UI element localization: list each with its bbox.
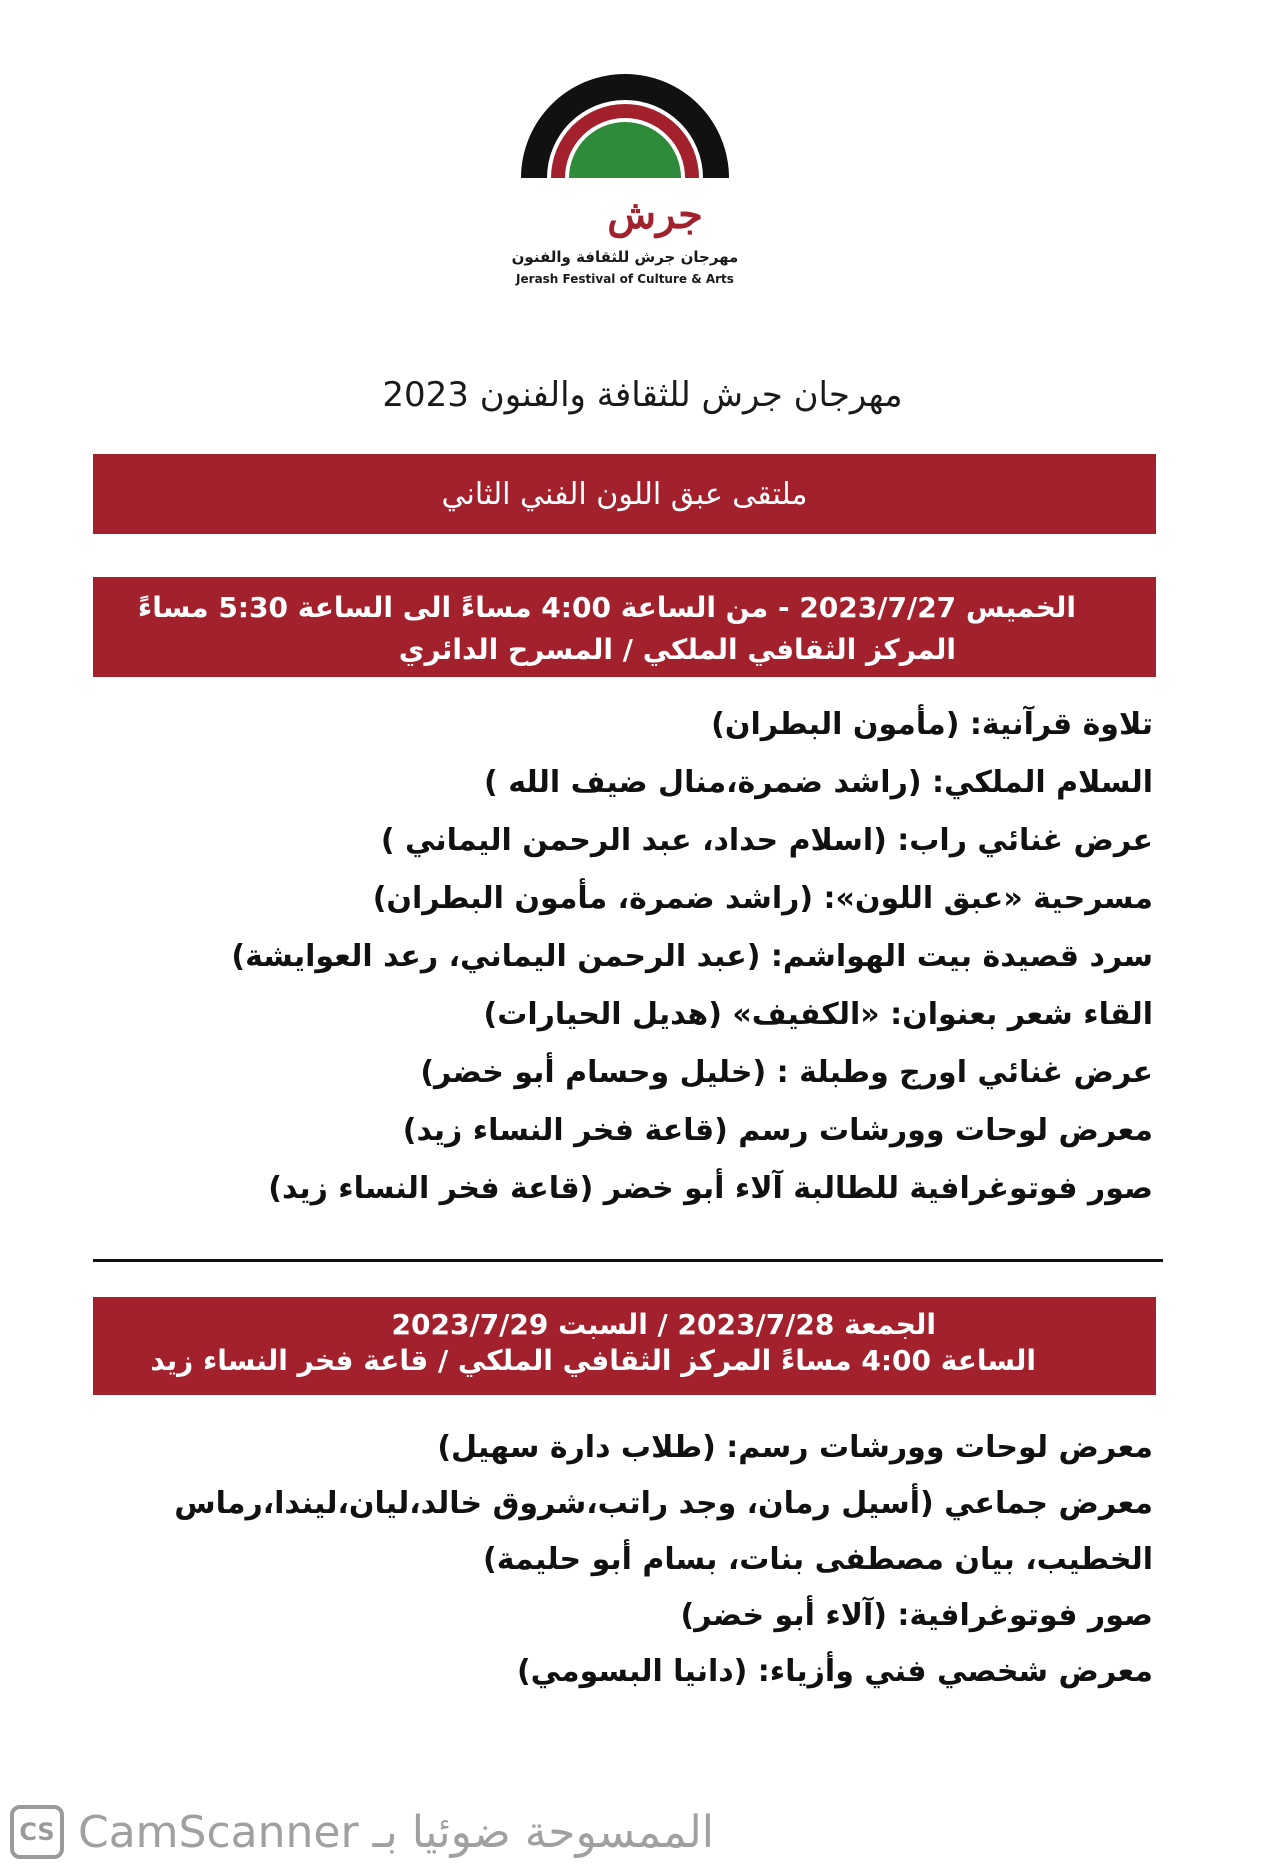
rainbow-arch-emblem [505, 60, 745, 240]
camscanner-icon: CS [10, 1805, 64, 1859]
event-name-banner [93, 454, 1156, 534]
list-item: معرض لوحات وورشات رسم (قاعة فخر النساء زيد) [402, 1113, 1153, 1148]
watermark-text: الممسوحة ضوئيا بـ CamScanner [78, 1806, 714, 1858]
session1-venue: المركز الثقافي الملكي / المسرح الدائري [398, 633, 956, 666]
session2-program-list [103, 1420, 1153, 1700]
logo-glyph: جرش [607, 191, 703, 238]
list-item: معرض شخصي فني وأزياء: (دانيا البسومي) [516, 1654, 1153, 1689]
session1-banner [93, 577, 1156, 677]
list-item: مسرحية «عبق اللون»: (راشد ضمرة، مأمون البطران) [372, 881, 1153, 916]
session2-time-venue: الساعة 4:00 مساءً المركز الثقافي الملكي / قاعة فخر النساء زيد [150, 1344, 1036, 1377]
list-item: صور فوتوغرافية: (آلاء أبو خضر) [680, 1598, 1153, 1633]
session1-program-list [103, 700, 1153, 1222]
list-item: السلام الملكي: (راشد ضمرة،منال ضيف الله ) [484, 765, 1153, 800]
list-item: سرد قصيدة بيت الهواشم: (عبد الرحمن اليماني، رعد العوايشة) [231, 939, 1153, 974]
list-item: معرض لوحات وورشات رسم: (طلاب دارة سهيل) [437, 1430, 1153, 1465]
list-item: القاء شعر بعنوان: «الكفيف» (هديل الحيارات) [483, 997, 1153, 1032]
page-title: مهرجان جرش للثقافة والفنون 2023 [382, 375, 903, 415]
camscanner-watermark [10, 1800, 714, 1864]
session2-dates: الجمعة 2023/7/28 / السبت 2023/7/29 [391, 1308, 936, 1341]
session2-banner [93, 1297, 1156, 1395]
logo-arabic-name: مهرجان جرش للثقافة والفنون [511, 248, 739, 266]
festival-logo [505, 60, 745, 300]
list-item: معرض جماعي (أسيل رمان، وجد راتب،شروق خالد،ليان،ليندا،رماس الخطيب، بيان مصطفى بنات، بسام أبو حليمة) [174, 1486, 1153, 1577]
session1-date-time: الخميس 2023/7/27 - من الساعة 4:00 مساءً الى الساعة 5:30 مساءً [137, 591, 1076, 624]
event-name: ملتقى عبق اللون الفني الثاني [441, 476, 808, 512]
list-item: عرض غنائي راب: (اسلام حداد، عبد الرحمن اليماني ) [380, 823, 1153, 858]
list-item: عرض غنائي اورج وطبلة : (خليل وحسام أبو خضر) [420, 1055, 1153, 1090]
logo-english-name: Jerash Festival of Culture & Arts [516, 272, 734, 286]
list-item: صور فوتوغرافية للطالبة آلاء أبو خضر (قاعة فخر النساء زيد) [268, 1171, 1153, 1206]
section-divider [93, 1259, 1163, 1262]
list-item: تلاوة قرآنية: (مأمون البطران) [711, 707, 1153, 742]
